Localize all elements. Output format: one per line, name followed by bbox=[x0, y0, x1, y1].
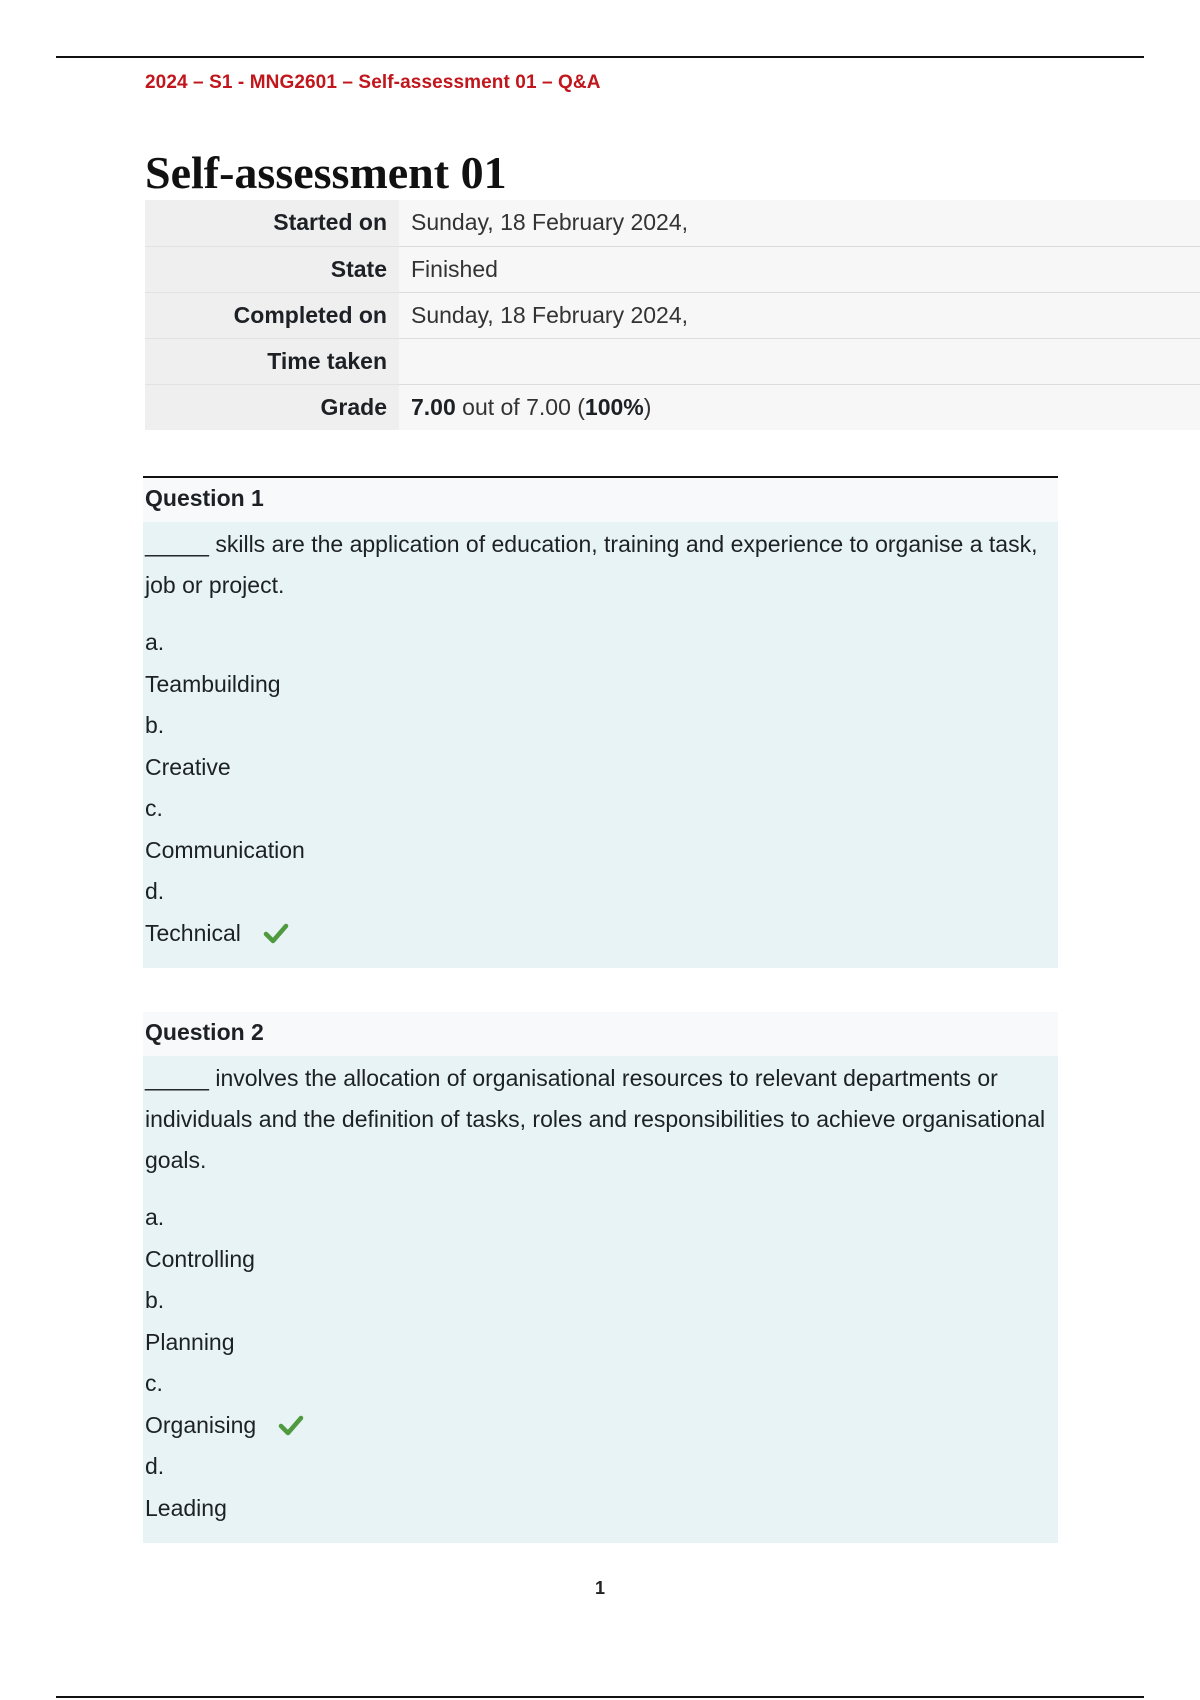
check-icon bbox=[278, 1414, 304, 1436]
summary-row-grade bbox=[145, 384, 1200, 430]
summary-label: Started on bbox=[145, 200, 399, 246]
document-header: 2024 – S1 - MNG2601 – Self-assessment 01 – Q&A bbox=[145, 72, 601, 93]
summary-label: Completed on bbox=[145, 292, 399, 338]
question-1 bbox=[143, 476, 1058, 968]
summary-row-started-on bbox=[145, 200, 1200, 246]
answer-option[interactable] bbox=[145, 871, 1058, 954]
answer-option[interactable] bbox=[145, 1280, 1058, 1363]
option-label: Planning bbox=[145, 1328, 235, 1355]
page-number: 1 bbox=[594, 1578, 605, 1598]
summary-label: Time taken bbox=[145, 338, 399, 384]
option-letter: c. bbox=[145, 1370, 163, 1396]
summary-row-completed-on bbox=[145, 292, 1200, 338]
option-label-row bbox=[145, 830, 1058, 872]
question-body bbox=[143, 1056, 1058, 1543]
option-letter: b. bbox=[145, 1287, 165, 1313]
option-letter: a. bbox=[145, 629, 165, 655]
option-letter: c. bbox=[145, 795, 163, 821]
option-label-row bbox=[145, 913, 1058, 955]
question-2 bbox=[143, 1012, 1058, 1543]
question-heading: Question 1 bbox=[143, 478, 1058, 522]
option-label-row bbox=[145, 1239, 1058, 1281]
summary-row-state bbox=[145, 246, 1200, 292]
answer-option[interactable] bbox=[145, 622, 1058, 705]
summary-value: Sunday, 18 February 2024, bbox=[399, 292, 1200, 338]
option-letter: b. bbox=[145, 712, 165, 738]
grade-value bbox=[399, 384, 1200, 430]
answer-option[interactable] bbox=[145, 1363, 1058, 1446]
option-label: Leading bbox=[145, 1494, 227, 1521]
answer-option[interactable] bbox=[145, 788, 1058, 871]
question-text: _____ involves the allocation of organisational resources to relevant departments or individuals and the definition of tasks, roles and responsibilities to achieve organisational goals. bbox=[145, 1065, 1046, 1173]
option-label: Communication bbox=[145, 836, 305, 863]
summary-label: Grade bbox=[145, 384, 399, 430]
summary-value bbox=[399, 338, 1200, 384]
option-label-row bbox=[145, 664, 1058, 706]
option-letter: a. bbox=[145, 1204, 165, 1230]
option-letter: d. bbox=[145, 1453, 165, 1479]
grade-score: 7.00 bbox=[411, 393, 456, 420]
attempt-summary-table bbox=[145, 200, 1200, 430]
page-title: Self-assessment 01 bbox=[145, 147, 507, 198]
option-label: Organising bbox=[145, 1411, 257, 1438]
option-label-row bbox=[145, 1322, 1058, 1364]
option-label-row bbox=[145, 747, 1058, 789]
question-text: _____ skills are the application of education, training and experience to organise a task, job or project. bbox=[145, 531, 1038, 598]
option-label: Creative bbox=[145, 753, 231, 780]
bottom-rule bbox=[56, 1696, 1144, 1698]
question-heading: Question 2 bbox=[143, 1012, 1058, 1056]
option-label: Teambuilding bbox=[145, 670, 281, 697]
grade-out-of: out of 7.00 ( bbox=[455, 393, 585, 420]
grade-percent: 100% bbox=[584, 393, 644, 420]
summary-label: State bbox=[145, 246, 399, 292]
option-label-row bbox=[145, 1405, 1058, 1447]
check-icon bbox=[263, 922, 289, 944]
question-body bbox=[143, 522, 1058, 968]
top-rule bbox=[56, 56, 1144, 58]
grade-close: ) bbox=[643, 393, 652, 420]
answer-option[interactable] bbox=[145, 1446, 1058, 1529]
option-label: Controlling bbox=[145, 1245, 255, 1272]
option-letter: d. bbox=[145, 878, 165, 904]
answer-option[interactable] bbox=[145, 1197, 1058, 1280]
option-label-row bbox=[145, 1488, 1058, 1530]
answer-option[interactable] bbox=[145, 705, 1058, 788]
option-label: Technical bbox=[145, 919, 241, 946]
summary-value: Sunday, 18 February 2024, bbox=[399, 200, 1200, 246]
summary-value: Finished bbox=[399, 246, 1200, 292]
summary-row-time-taken bbox=[145, 338, 1200, 384]
